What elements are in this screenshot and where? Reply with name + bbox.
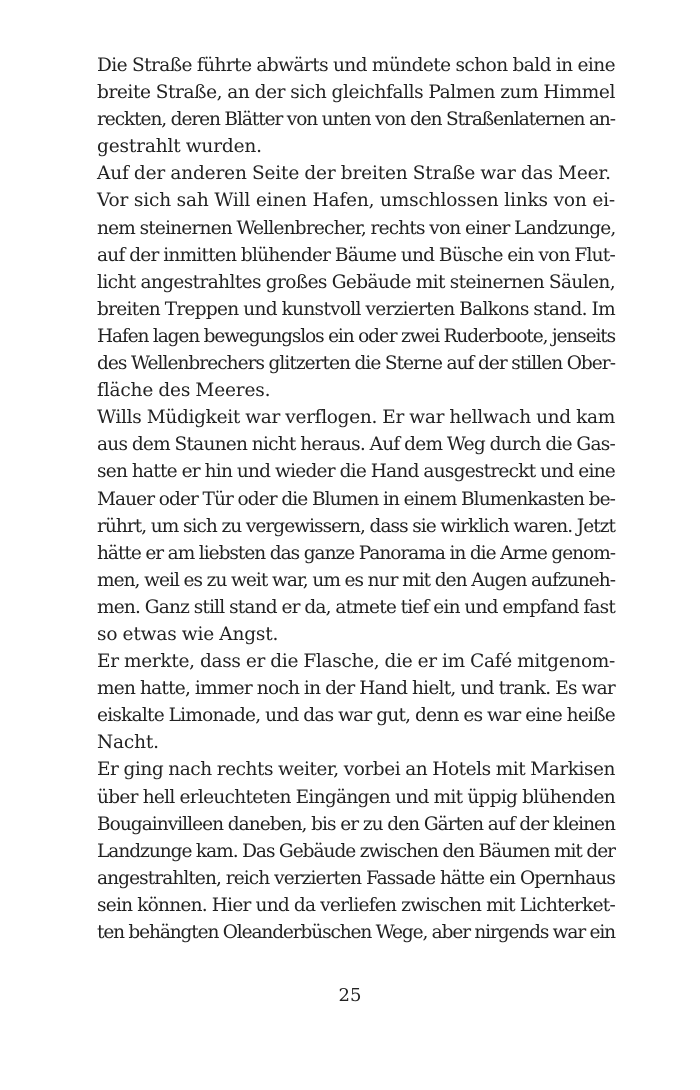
text-line: Bougainvilleen daneben, bis er zu den Gärten auf der kleinen xyxy=(97,813,615,835)
text-line: Wills Müdigkeit war verflogen. Er war hellwach und kam xyxy=(97,407,615,429)
paragraph-6 xyxy=(97,756,615,946)
text-line: Er merkte, dass er die Flasche, die er im Café mitgenom- xyxy=(97,651,615,673)
paragraph-4 xyxy=(97,404,615,648)
text-line: breite Straße, an der sich gleichfalls Palmen zum Himmel xyxy=(97,82,615,104)
text-line: angestrahlten, reich verzierten Fassade hätte ein Opernhaus xyxy=(97,867,615,889)
text-line: so etwas wie Angst. xyxy=(97,623,279,645)
text-line: men hatte, immer noch in der Hand hielt, und trank. Es war xyxy=(97,678,615,700)
text-line: aus dem Staunen nicht heraus. Auf dem Weg durch die Gas- xyxy=(97,434,615,456)
text-line: licht angestrahltes großes Gebäude mit steinernen Säulen, xyxy=(97,271,615,293)
body-text xyxy=(97,52,615,946)
text-line: Nacht. xyxy=(97,732,159,754)
text-line: Vor sich sah Will einen Hafen, umschlossen links von ei- xyxy=(97,190,615,212)
text-line: über hell erleuchteten Eingängen und mit üppig blühenden xyxy=(97,786,615,808)
text-line: Landzunge kam. Das Gebäude zwischen den Bäumen mit der xyxy=(97,840,615,862)
text-line: men, weil es zu weit war, um es nur mit den Augen aufzuneh- xyxy=(97,569,615,591)
text-line: gestrahlt wurden. xyxy=(97,136,262,158)
text-line: rührt, um sich zu vergewissern, dass sie wirklich waren. Jetzt xyxy=(97,515,615,537)
text-line: breiten Treppen und kunstvoll verzierten Balkons stand. Im xyxy=(97,298,615,320)
text-line: Er ging nach rechts weiter, vorbei an Hotels mit Markisen xyxy=(97,759,615,781)
text-line: sen hatte er hin und wieder die Hand ausgestreckt und eine xyxy=(97,461,615,483)
text-line: nem steinernen Wellenbrecher, rechts von einer Landzunge, xyxy=(97,217,616,239)
text-line: men. Ganz still stand er da, atmete tief ein und empfand fast xyxy=(97,596,615,618)
text-line: auf der inmitten blühender Bäume und Büsche ein von Flut- xyxy=(97,244,615,266)
text-line: reckten, deren Blätter von unten von den Straßenlaternen an- xyxy=(97,109,615,131)
text-line: Hafen lagen bewegungslos ein oder zwei Ruderboote, jenseits xyxy=(97,325,615,347)
text-line: eiskalte Limonade, und das war gut, denn es war eine heiße xyxy=(97,705,615,727)
paragraph-5 xyxy=(97,648,615,756)
paragraph-2 xyxy=(97,160,615,187)
text-line: Mauer oder Tür oder die Blumen in einem Blumenkasten be- xyxy=(97,488,615,510)
page-number: 25 xyxy=(338,985,362,1006)
paragraph-1 xyxy=(97,52,615,160)
text-line: sein können. Hier und da verliefen zwischen mit Lichterket- xyxy=(97,894,615,916)
text-line: Die Straße führte abwärts und mündete schon bald in eine xyxy=(97,55,615,76)
text-line: ten behängten Oleanderbüschen Wege, aber nirgends war ein xyxy=(97,922,615,943)
text-line: des Wellenbrechers glitzerten die Sterne auf der stillen Ober- xyxy=(97,353,615,375)
text-line: Auf der anderen Seite der breiten Straße war das Meer. xyxy=(97,163,611,185)
paragraph-3 xyxy=(97,187,615,404)
text-line: hätte er am liebsten das ganze Panorama in die Arme genom- xyxy=(97,542,615,564)
text-line: fläche des Meeres. xyxy=(97,380,271,402)
